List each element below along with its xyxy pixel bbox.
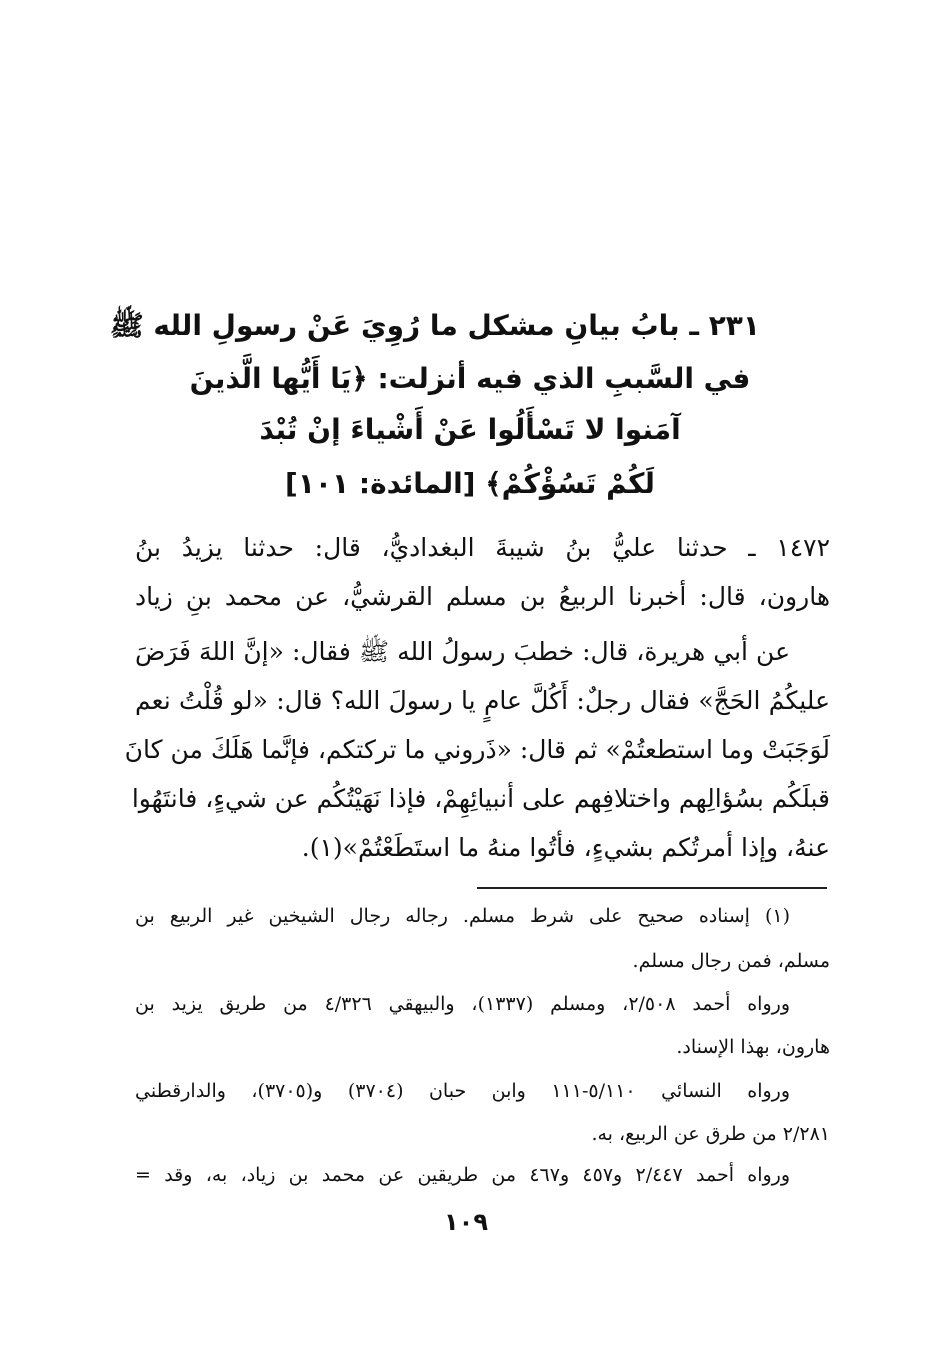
footnote-line-7: ورواه أحمد ٢/٤٤٧ و٤٥٧ و٤٦٧ من طريقين عن محمد بن زياد، به، وقد = xyxy=(135,1164,790,1186)
hadith-line-4: عليكُمُ الحَجَّ» فقال رجلٌ: أَكُلَّ عامٍ يا رسولَ الله؟ قال: «لو قُلْتُ نعم xyxy=(135,686,830,715)
hadith-line-1: ١٤٧٢ ـ حدثنا عليُّ بنُ شيبةَ البغداديُّ، قال: حدثنا يزيدُ بنُ xyxy=(135,533,830,562)
footnote-line-5: ورواه النسائي ٥/١١٠-١١١ وابن حبان (٣٧٠٤) و(٣٧٠٥)، والدارقطني xyxy=(135,1080,790,1102)
footnote-line-3: ورواه أحمد ٢/٥٠٨، ومسلم (١٣٣٧)، والبيهقي ٤/٣٢٦ من طريق يزيد بن xyxy=(135,993,790,1015)
footnote-separator xyxy=(477,887,827,889)
chapter-title-line-3: آمَنوا لا تَسْأَلُوا عَنْ أَشْياءَ إنْ تُبْدَ xyxy=(259,413,681,446)
footnote-line-1: (١) إسناده صحيح على شرط مسلم. رجاله رجال الشيخين غير الربيع بن xyxy=(135,905,790,927)
hadith-line-3: عن أبي هريرة، قال: خطبَ رسولُ الله ﷺ فقال: «إنَّ اللهَ فَرَضَ xyxy=(135,637,790,666)
footnote-line-4: هارون، بهذا الإسناد. xyxy=(676,1036,830,1058)
page-number: ١٠٩ xyxy=(444,1208,488,1236)
footnote-line-2: مسلم، فمن رجال مسلم. xyxy=(632,950,830,972)
chapter-title-line-1: ٢٣١ ـ بابُ بيانِ مشكل ما رُوِيَ عَنْ رسولِ الله ﷺ xyxy=(109,309,760,342)
hadith-line-2: هارون، قال: أخبرنا الربيعُ بن مسلم القرشيُّ، عن محمد بنِ زياد xyxy=(135,582,830,611)
chapter-title-line-4: لَكُمْ تَسُؤْكُمْ﴾ [المائدة: ١٠١] xyxy=(285,467,655,500)
chapter-title-line-2: في السَّببِ الذي فيه أنزلت: ﴿يَا أَيُّها الَّذينَ xyxy=(189,362,751,395)
hadith-line-6: قبلَكُم بسُؤالِهم واختلافِهم على أنبيائِهِمْ، فإذا نَهَيْتُكُم عن شيءٍ، فانتَهُوا xyxy=(131,784,830,813)
hadith-line-5: لَوَجَبَتْ وما استطعتُمْ» ثم قال: «ذَروني ما تركتكم، فإنَّما هَلَكَ من كانَ xyxy=(124,735,830,764)
footnote-line-6: ٢/٢٨١ من طرق عن الربيع، به. xyxy=(591,1123,830,1145)
hadith-line-7: عنهُ، وإذا أمرتُكم بشيءٍ، فأتُوا منهُ ما استَطَعْتُمْ»(١). xyxy=(301,833,830,862)
